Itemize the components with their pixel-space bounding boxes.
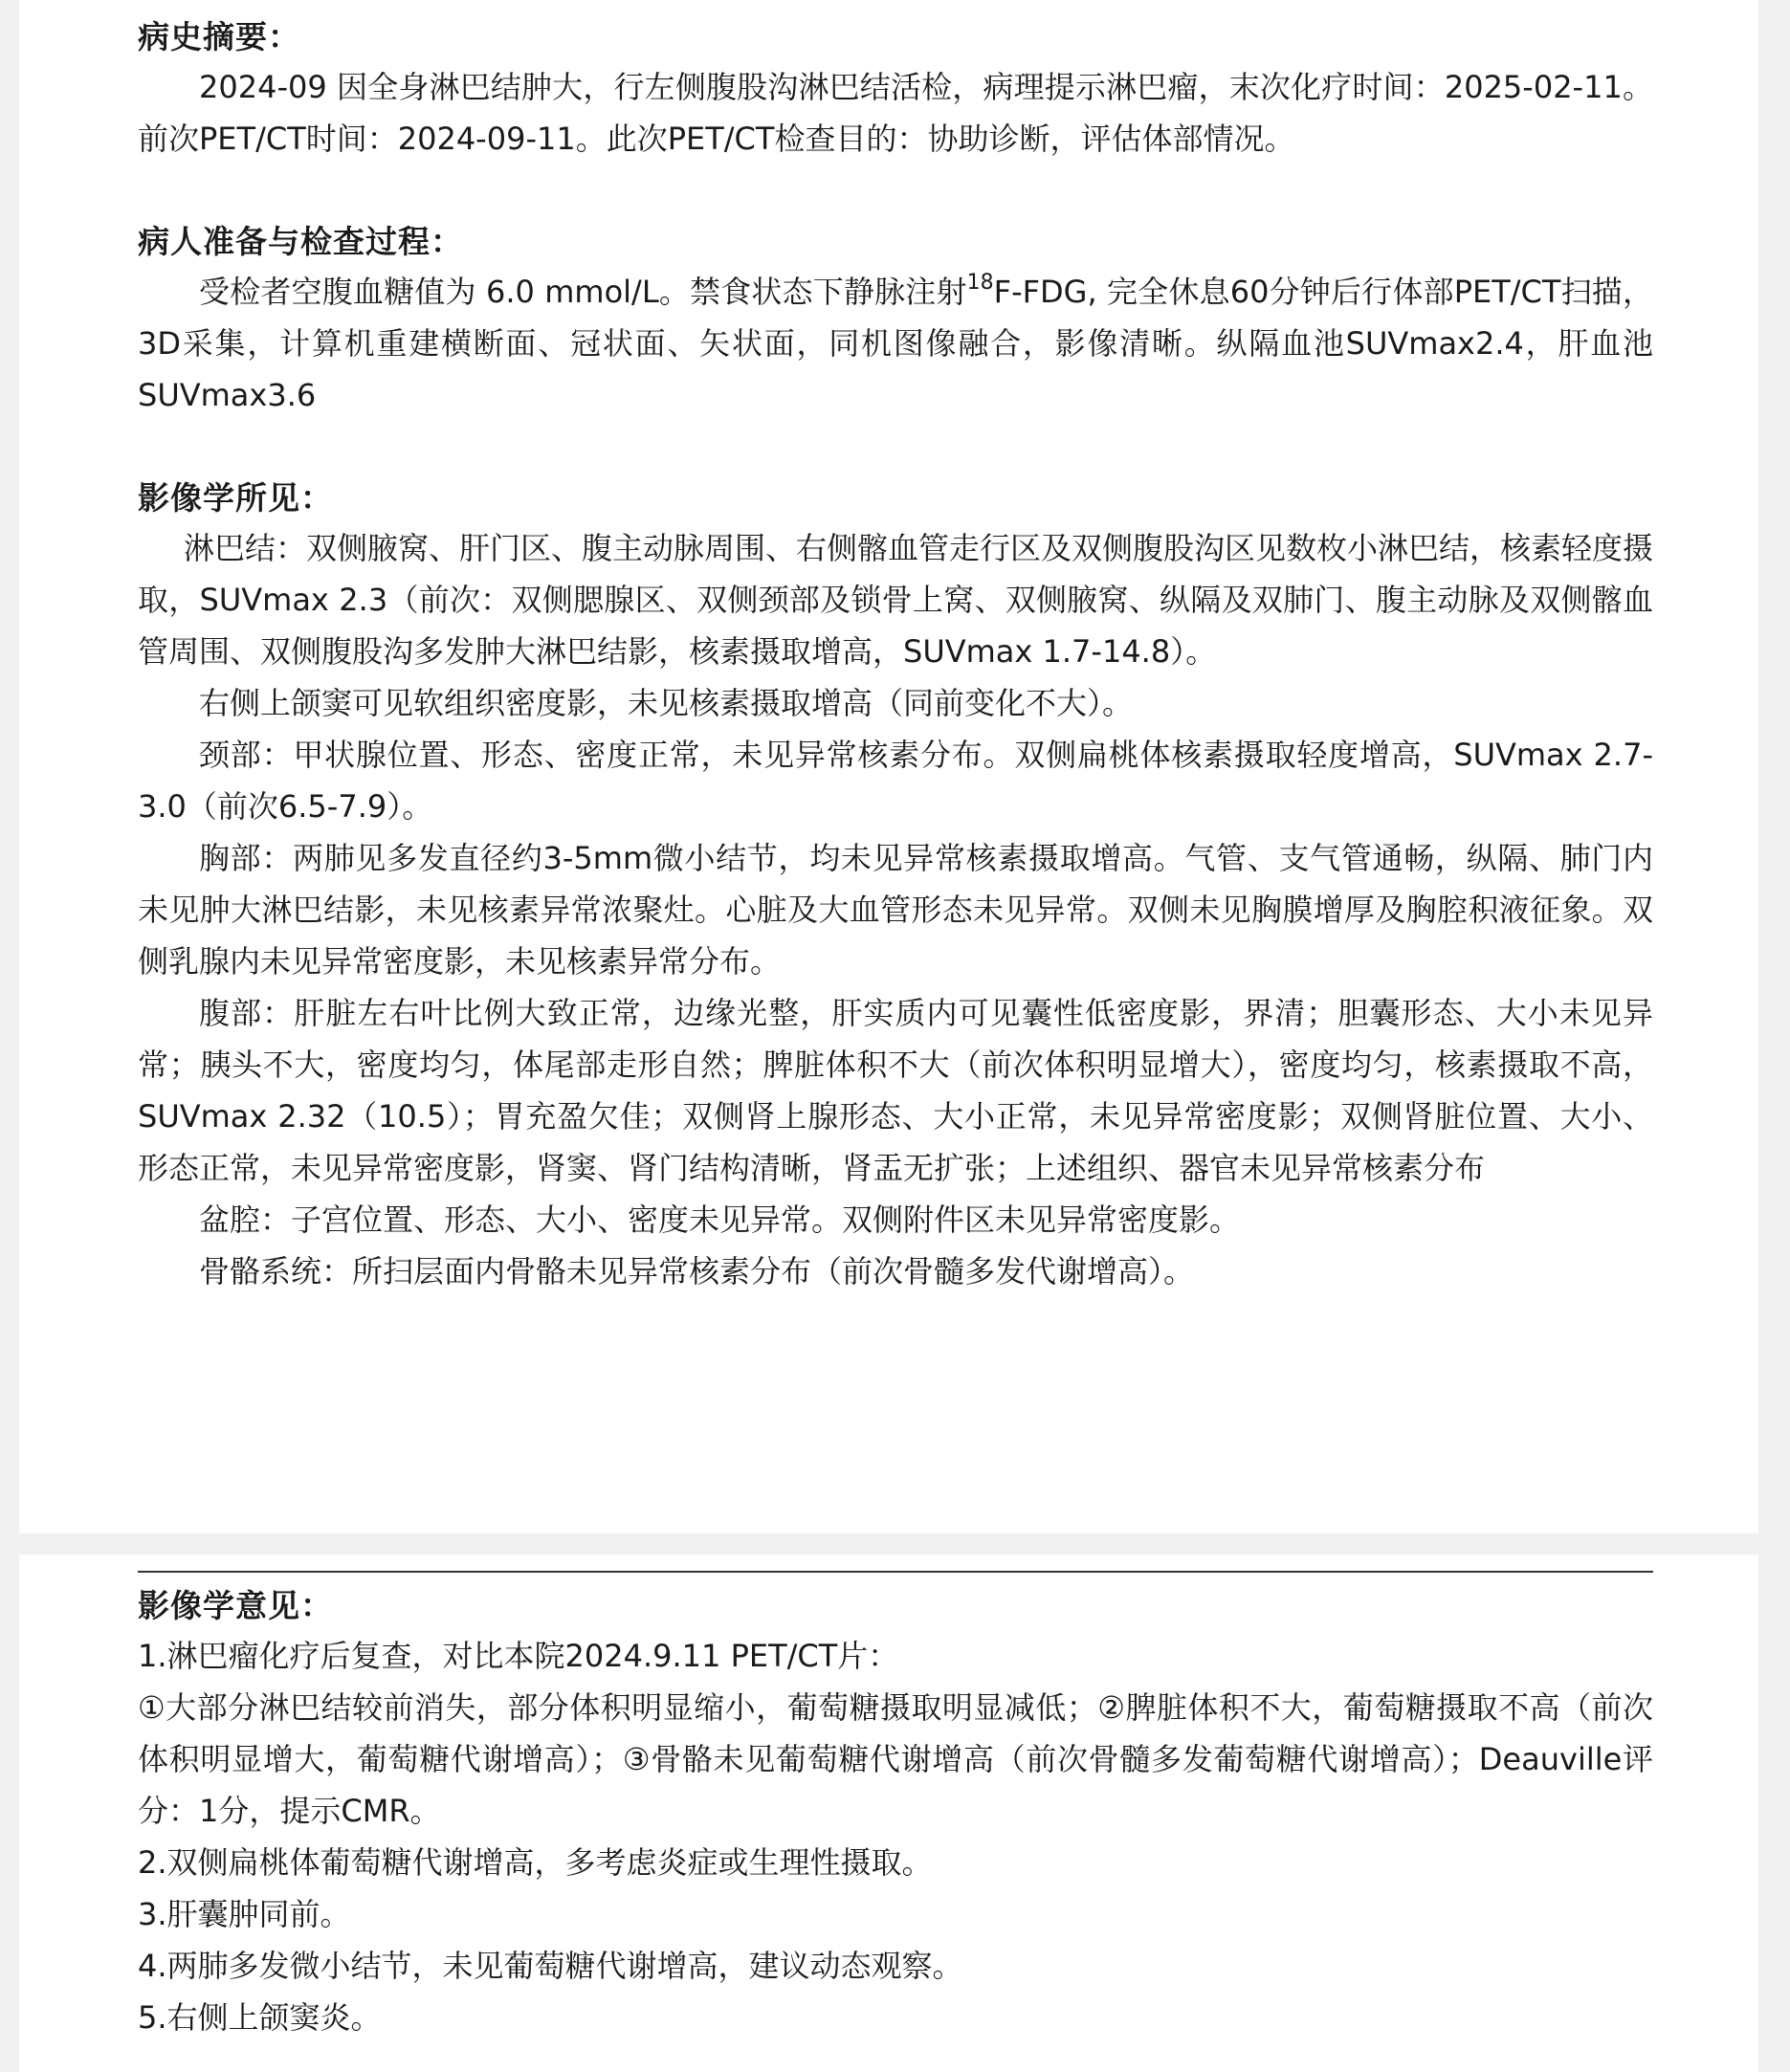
- findings-heading: 影像学所见：: [138, 479, 333, 517]
- section-divider: [138, 1571, 1653, 1573]
- findings-pelvis: 盆腔：子宫位置、形态、大小、密度未见异常。双侧附件区未见异常密度影。: [199, 1201, 1241, 1238]
- isotope-superscript: 18: [966, 271, 994, 295]
- findings-lymph-nodes: 淋巴结：双侧腋窝、肝门区、腹主动脉周围、右侧髂血管走行区及双侧腹股沟区见数枚小淋巴结，核素轻度摄取，SUVmax 2.3（前次：双侧腮腺区、双侧颈部及锁骨上窝、双侧腋窝、纵隔及双肺门、腹主动脉及双侧髂血管周围、双侧腹股沟多发肿大淋巴结影，核素摄取增高，SUVmax 1.7-14.8）。: [138, 530, 1654, 670]
- findings-abdomen: 腹部：肝脏左右叶比例大致正常，边缘光整，肝实质内可见囊性低密度影，界清；胆囊形态、大小未见异常；胰头不大，密度均匀，体尾部走形自然；脾脏体积不大（前次体积明显增大），密度均匀，核素摄取不高，SUVmax 2.32（10.5）；胃充盈欠佳；双侧肾上腺形态、大小正常，未见异常密度影；双侧肾脏位置、大小、形态正常，未见异常密度影，肾窦、肾门结构清晰，肾盂无扩张；上述组织、器官未见异常核素分布: [138, 995, 1653, 1186]
- opinion-item-4: 4.两肺多发微小结节，未见葡萄糖代谢增高，建议动态观察。: [138, 1948, 963, 1984]
- preparation-text-end: F-FDG, 完全休息60分钟后行体部PET/CT扫描，3D采集，计算机重建横断面、冠状面、矢状面，同机图像融合，影像清晰。纵隔血池SUVmax2.4，肝血池SUVmax3.6: [138, 274, 1653, 413]
- opinion-item-1: 1.淋巴瘤化疗后复查，对比本院2024.9.11 PET/CT片：: [138, 1638, 899, 1674]
- opinion-item-2: 2.双侧扁桃体葡萄糖代谢增高，多考虑炎症或生理性摄取。: [138, 1844, 933, 1881]
- opinion-item-5: 5.右侧上颌窦炎。: [138, 1999, 382, 2036]
- preparation-text: [138, 266, 1653, 421]
- findings-chest: 胸部：两肺见多发直径约3-5mm微小结节，均未见异常核素摄取增高。气管、支气管通畅，纵隔、肺门内未见肿大淋巴结影，未见核素异常浓聚灶。心脏及大血管形态未见异常。双侧未见胸膜增厚及胸腔积液征象。双侧乳腺内未见异常密度影，未见核素异常分布。: [138, 840, 1653, 980]
- opinion-item-1-detail: ①大部分淋巴结较前消失，部分体积明显缩小，葡萄糖摄取明显减低；②脾脏体积不大，葡萄糖摄取不高（前次体积明显增大，葡萄糖代谢增高）；③骨骼未见葡萄糖代谢增高（前次骨髓多发葡萄糖代谢增高）；Deauville评分：1分，提示CMR。: [138, 1689, 1653, 1829]
- report-page-2: [19, 1554, 1758, 2072]
- findings-section: [138, 474, 1653, 1297]
- preparation-heading: 病人准备与检查过程：: [138, 223, 463, 260]
- report-page-1: [19, 0, 1758, 1533]
- opinion-item-3: 3.肝囊肿同前。: [138, 1896, 351, 1932]
- preparation-section: [138, 218, 1653, 421]
- findings-sinus: 右侧上颌窦可见软组织密度影，未见核素摄取增高（同前变化不大）。: [199, 685, 1134, 721]
- findings-neck: 颈部：甲状腺位置、形态、密度正常，未见异常核素分布。双侧扁桃体核素摄取轻度增高，SUVmax 2.7-3.0（前次6.5-7.9）。: [138, 737, 1653, 825]
- history-section: [138, 13, 1653, 165]
- history-text: 2024-09 因全身淋巴结肿大，行左侧腹股沟淋巴结活检，病理提示淋巴瘤，末次化疗时间：2025-02-11。前次PET/CT时间：2024-09-11。此次PET/CT检查目的：协助诊断，评估体部情况。: [138, 69, 1653, 157]
- history-heading: 病史摘要：: [138, 18, 300, 55]
- opinion-section: [138, 1582, 1653, 2043]
- preparation-text-start: 受检者空腹血糖值为 6.0 mmol/L。禁食状态下静脉注射: [199, 274, 967, 310]
- findings-skeleton: 骨骼系统：所扫层面内骨骼未见异常核素分布（前次骨髓多发代谢增高）。: [199, 1253, 1195, 1289]
- opinion-heading: 影像学意见：: [138, 1587, 333, 1624]
